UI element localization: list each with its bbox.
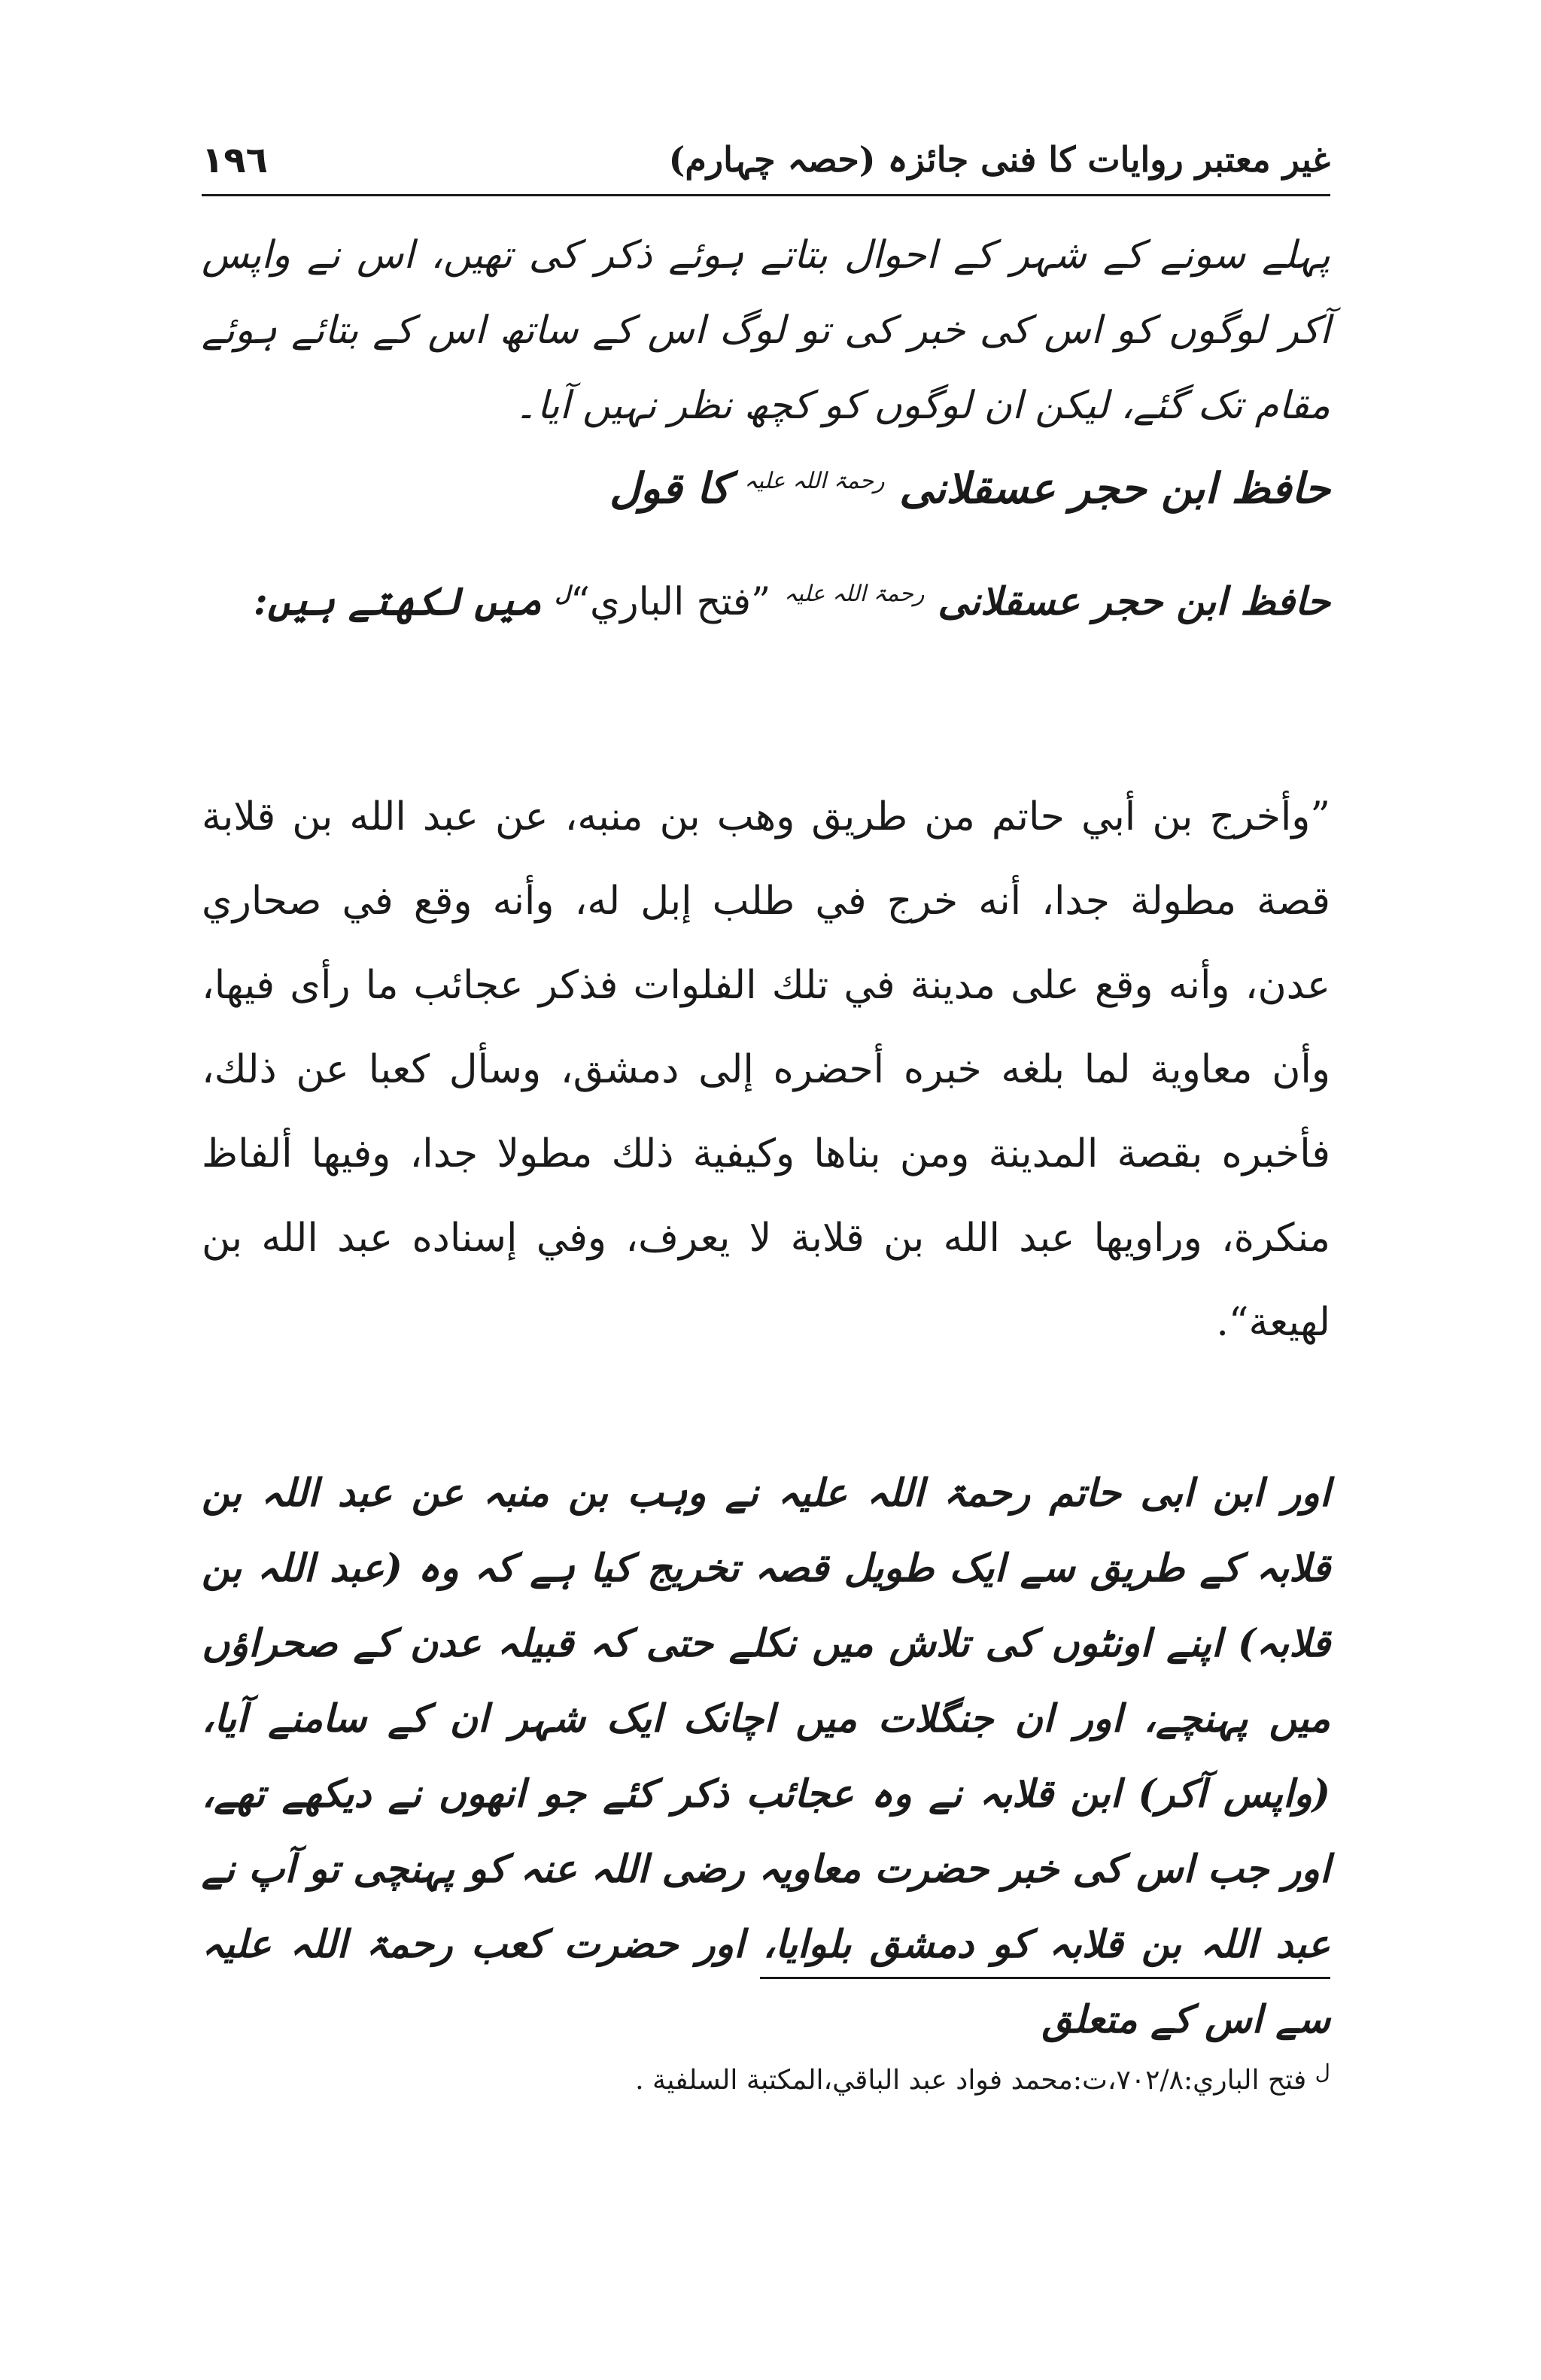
section-heading [202,448,1330,523]
translation-paragraph: اور ابن ابی حاتم رحمۃ اللہ علیہ نے وہب بن منبہ عن عبد اللہ بن قلابہ کے طریق سے ایک طویل قصہ تخریج کیا ہے کہ وہ (عبد اللہ بن قلابہ) اپنے اونٹوں کی تلاش میں نکلے حتی کہ قبیلہ عدن کے صحراؤں میں پہنچے، اور ان جنگلات میں اچانک ایک شہر ان کے سامنے آیا، (واپس آکر) ابن قلابہ نے وہ عجائب ذکر کئے جو انھوں نے دیکھے تھے، اور جب اس کی خبر حضرت معاویہ رضی اللہ عنہ کو پہنچی تو آپ نے عبد اللہ بن قلابہ کو دمشق بلوایا، اور حضرت کعب رحمۃ اللہ علیہ سے اس کے متعلق [202,1471,1330,2042]
heading-text-end: کا قول [609,463,730,514]
footnote-mark: ل [1315,2060,1330,2084]
footnote-divider [760,1977,1330,1979]
citation-book-title: ”فتح الباري“ [570,580,771,624]
page-header [202,139,1330,184]
intro-paragraph: پہلے سونے کے شہر کے احوال بتاتے ہوئے ذکر کی تھیں، اس نے واپس آکر لوگوں کو اس کی خبر کی تو لوگ اس کے ساتھ اس کے بتائے ہوئے مقام تک گئے، لیکن ان لوگوں کو کچھ نظر نہیں آیا۔ [202,233,1330,428]
footnote-text: فتح الباري:٧٠٢/٨،ت:محمد فواد عبد الباقي،المكتبة السلفية . [635,2065,1307,2096]
footnote [202,2050,1330,2103]
heading-honorific: رحمۃ اللہ علیہ [744,468,885,494]
citation-honorific: رحمۃ اللہ علیہ [783,581,925,607]
page-number: ١٩٦ [202,139,268,181]
arabic-quotation: ”وأخرج بن أبي حاتم من طريق وهب بن منبه، عن عبد الله بن قلابة قصة مطولة جدا، أنه خرج في طلب إبل له، وأنه وقع في صحاري عدن، وأنه وقع على مدينة في تلك الفلوات فذكر عجائب ما رأى فيها، وأن معاوية لما بلغه خبره أحضره إلى دمشق، وسأل كعبا عن ذلك، فأخبره بقصة المدينة ومن بناها وكيفية ذلك مطولا جدا، وفيها ألفاظ منكرة، وراويها عبد الله بن قلابة لا يعرف، وفي إسناده عبد الله بن لهيعة“. [202,794,1330,1345]
citation-line [202,557,1330,640]
citation-text-end: میں لکھتے ہیں: [253,579,542,624]
header-divider [202,194,1330,196]
heading-text-start: حافظ ابن حجر عسقلانی [899,463,1330,514]
footnote-reference-mark: ل [555,581,570,606]
citation-author: حافظ ابن حجر عسقلانی [938,579,1330,624]
book-title: غیر معتبر روایات کا فنی جائزہ (حصہ چہارم) [668,139,1330,180]
